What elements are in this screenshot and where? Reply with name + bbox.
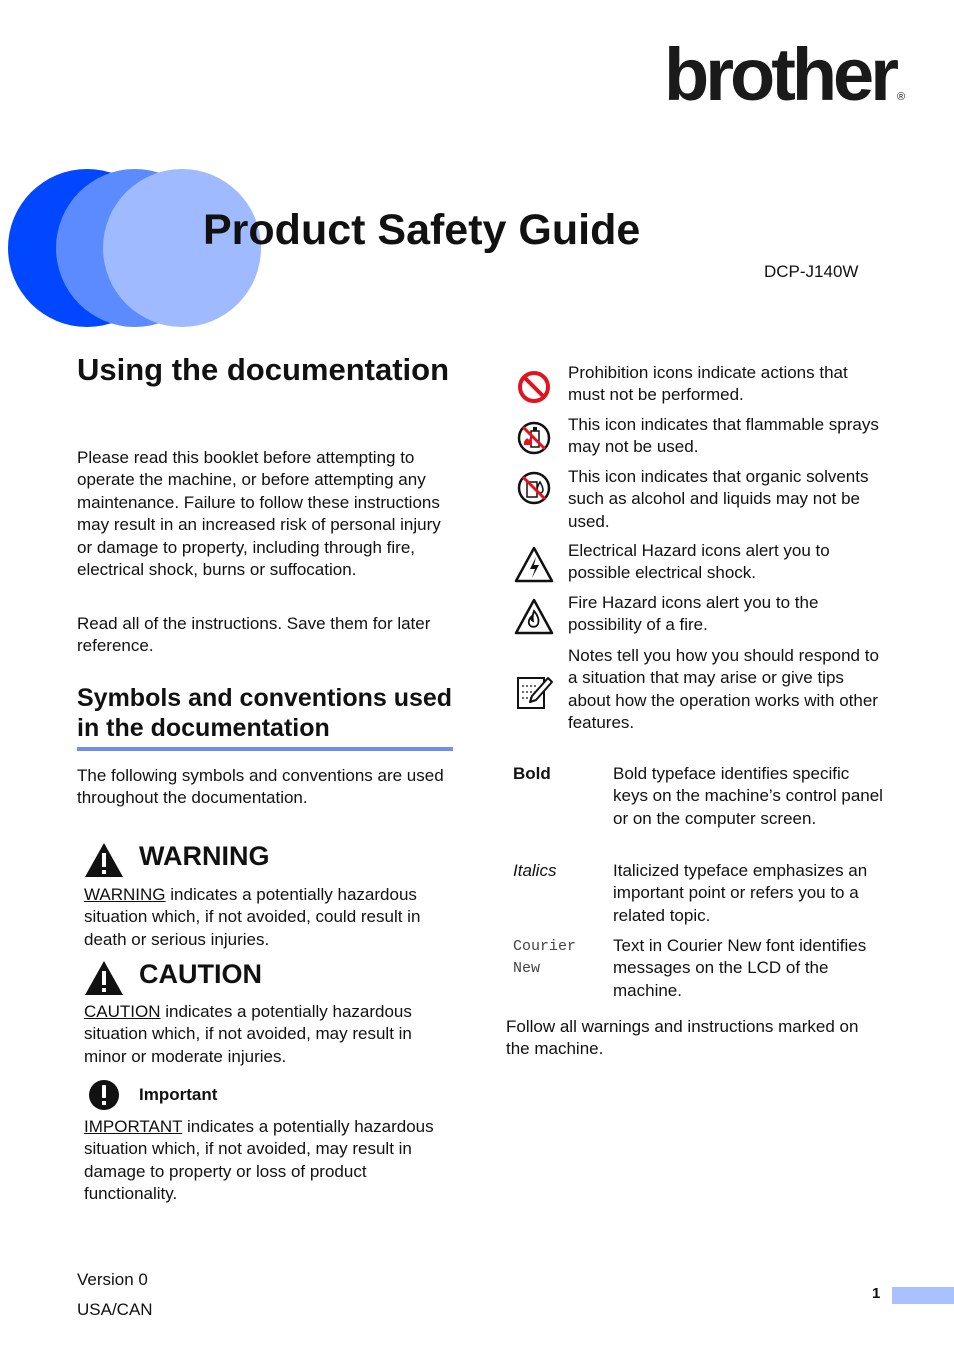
convention-text-italics: Italicized typeface emphasizes an important point or refers you to a related topic. — [613, 861, 868, 925]
important-heading: Important — [139, 1085, 218, 1104]
convention-label-courier: Courier New — [513, 938, 577, 977]
caution-triangle-icon — [84, 960, 124, 996]
important-term: IMPORTANT — [84, 1117, 183, 1136]
caution-text: indicates a potentially hazardous situation which, if not avoided, may result in minor or moderate injuries. — [84, 1002, 412, 1066]
no-organic-solvent-description: This icon indicates that organic solvents such as alcohol and liquids may not be used. — [568, 467, 869, 531]
important-description — [84, 1116, 444, 1206]
convention-text-bold: Bold typeface identifies specific keys on the machine’s control panel or on the computer screen. — [613, 764, 883, 828]
important-text: indicates a potentially hazardous situation which, if not avoided, may result in damage to property or loss of product functionality. — [84, 1117, 434, 1204]
warning-triangle-icon — [84, 842, 124, 878]
warning-text: indicates a potentially hazardous situation which, if not avoided, could result in death or serious injuries. — [84, 885, 421, 949]
no-flammable-spray-icon — [514, 418, 554, 458]
prohibition-icon — [514, 367, 554, 407]
section-heading-using-documentation: Using the documentation — [77, 352, 449, 387]
no-organic-solvent-icon — [514, 468, 554, 508]
caution-heading: CAUTION — [139, 959, 262, 989]
page-title: Product Safety Guide — [203, 206, 641, 254]
warning-description — [84, 884, 444, 951]
logo-text: brother — [664, 33, 895, 116]
read-instructions-paragraph: Read all of the instructions. Save them for later reference. — [77, 614, 431, 656]
warning-heading: WARNING — [139, 841, 270, 871]
caution-term: CAUTION — [84, 1002, 161, 1021]
electrical-hazard-icon — [514, 545, 554, 585]
important-exclamation-icon — [88, 1079, 120, 1111]
note-icon-description: Notes tell you how you should respond to a situation that may arise or give tips about how the operation works with other features. — [568, 646, 879, 733]
region-label: USA/CAN — [77, 1300, 153, 1319]
convention-label-italics: Italics — [513, 861, 557, 880]
trademark-symbol: ® — [897, 91, 906, 103]
page-number: 1 — [872, 1285, 881, 1302]
symbols-intro-paragraph: The following symbols and conventions are used throughout the documentation. — [77, 766, 444, 808]
warning-term: WARNING — [84, 885, 166, 904]
electrical-hazard-description: Electrical Hazard icons alert you to possible electrical shock. — [568, 541, 830, 583]
convention-text-courier: Text in Courier New font identifies messages on the LCD of the machine. — [613, 936, 867, 1000]
version-label: Version 0 — [77, 1270, 148, 1289]
no-flammable-spray-description: This icon indicates that flammable sprays may not be used. — [568, 415, 879, 457]
prohibition-icon-description: Prohibition icons indicate actions that must not be performed. — [568, 363, 848, 405]
fire-hazard-description: Fire Hazard icons alert you to the possibility of a fire. — [568, 593, 819, 635]
caution-description — [84, 1001, 444, 1068]
page-tab-marker — [892, 1287, 954, 1304]
follow-warnings-paragraph: Follow all warnings and instructions marked on the machine. — [506, 1017, 859, 1059]
section-heading-symbols: Symbols and conventions used in the documentation — [77, 684, 453, 742]
fire-hazard-icon — [514, 597, 554, 637]
heading-underline-rule — [77, 747, 453, 751]
intro-paragraph: Please read this booklet before attempting to operate the machine, or before attempting any maintenance. Failure to follow these instructions may result in an increased risk of personal injury or damage to property, including through fire, electrical shock, burns or suffocation. — [77, 448, 441, 580]
note-icon — [514, 672, 554, 712]
model-number: DCP-J140W — [764, 262, 859, 281]
brother-logo — [664, 33, 906, 116]
convention-label-bold: Bold — [513, 764, 551, 783]
